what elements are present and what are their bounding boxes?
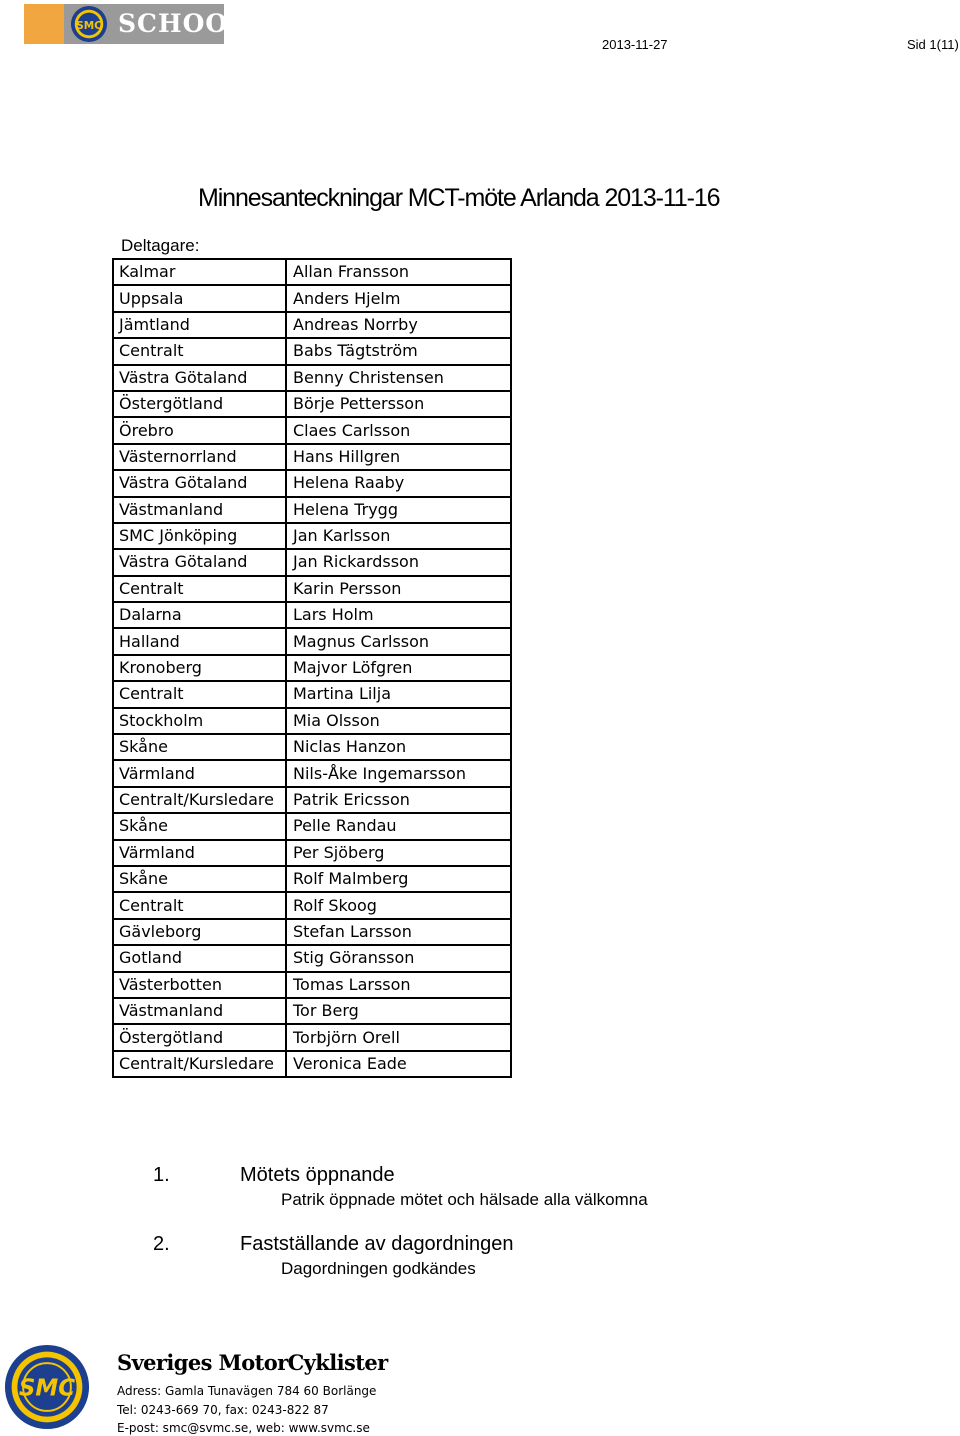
table-row xyxy=(113,549,511,575)
participant-name: Per Sjöberg xyxy=(286,840,511,866)
header-date: 2013-11-27 xyxy=(602,37,668,52)
table-row xyxy=(113,655,511,681)
agenda-item-number: 2. xyxy=(153,1233,170,1255)
table-row xyxy=(113,417,511,443)
participant-name: Babs Tägtström xyxy=(286,338,511,364)
table-row xyxy=(113,972,511,998)
participant-name: Martina Lilja xyxy=(286,681,511,707)
participant-region: Centralt xyxy=(113,338,286,364)
participant-name: Anders Hjelm xyxy=(286,285,511,311)
table-row xyxy=(113,523,511,549)
table-row xyxy=(113,708,511,734)
participant-region: Västra Götaland xyxy=(113,365,286,391)
table-row xyxy=(113,391,511,417)
smc-emblem-icon xyxy=(70,5,108,43)
participant-region: Kronoberg xyxy=(113,655,286,681)
table-row xyxy=(113,576,511,602)
participant-name: Claes Carlsson xyxy=(286,417,511,443)
agenda-item-body: Patrik öppnade mötet och hälsade alla välkomna xyxy=(281,1190,648,1209)
participant-region: Centralt/Kursledare xyxy=(113,1051,286,1077)
participant-name: Pelle Randau xyxy=(286,813,511,839)
participant-region: Östergötland xyxy=(113,391,286,417)
smc-footer-emblem-icon xyxy=(4,1344,90,1430)
participant-name: Hans Hillgren xyxy=(286,444,511,470)
agenda-item-number: 1. xyxy=(153,1164,170,1186)
participant-region: Västra Götaland xyxy=(113,470,286,496)
participant-region: Halland xyxy=(113,628,286,654)
agenda-item-title: Fastställande av dagordningen xyxy=(240,1233,514,1255)
table-row xyxy=(113,760,511,786)
participant-region: Kalmar xyxy=(113,259,286,285)
participant-region: Stockholm xyxy=(113,708,286,734)
table-row xyxy=(113,998,511,1024)
table-row xyxy=(113,1051,511,1077)
participant-region: Skåne xyxy=(113,866,286,892)
participant-region: Västra Götaland xyxy=(113,549,286,575)
participant-region: Värmland xyxy=(113,840,286,866)
participant-region: Västmanland xyxy=(113,998,286,1024)
participant-name: Mia Olsson xyxy=(286,708,511,734)
participant-name: Helena Trygg xyxy=(286,497,511,523)
table-row xyxy=(113,628,511,654)
table-row xyxy=(113,365,511,391)
participant-name: Torbjörn Orell xyxy=(286,1024,511,1050)
table-row xyxy=(113,813,511,839)
participant-name: Rolf Skoog xyxy=(286,892,511,918)
emblem-text: SMC xyxy=(76,19,102,32)
participant-region: Uppsala xyxy=(113,285,286,311)
participant-name: Rolf Malmberg xyxy=(286,866,511,892)
agenda-item-title: Mötets öppnande xyxy=(240,1164,395,1186)
participant-region: Centralt/Kursledare xyxy=(113,787,286,813)
footer-phone: Tel: 0243-669 70, fax: 0243-822 87 xyxy=(117,1403,329,1417)
table-row xyxy=(113,787,511,813)
participant-region: Skåne xyxy=(113,734,286,760)
school-logo xyxy=(24,4,247,44)
table-row xyxy=(113,470,511,496)
participant-region: Västernorrland xyxy=(113,444,286,470)
table-row xyxy=(113,945,511,971)
participant-name: Tor Berg xyxy=(286,998,511,1024)
participant-region: Västerbotten xyxy=(113,972,286,998)
participant-region: Skåne xyxy=(113,813,286,839)
participant-name: Veronica Eade xyxy=(286,1051,511,1077)
table-row xyxy=(113,338,511,364)
table-row xyxy=(113,919,511,945)
participants-table-body xyxy=(113,259,511,1077)
participant-name: Benny Christensen xyxy=(286,365,511,391)
participant-region: Dalarna xyxy=(113,602,286,628)
table-row xyxy=(113,285,511,311)
participant-region: Östergötland xyxy=(113,1024,286,1050)
participant-region: Jämtland xyxy=(113,312,286,338)
participant-name: Jan Rickardsson xyxy=(286,549,511,575)
footer-email: E-post: smc@svmc.se, web: www.svmc.se xyxy=(117,1421,370,1435)
participants-table xyxy=(112,258,512,1078)
participant-name: Niclas Hanzon xyxy=(286,734,511,760)
table-row xyxy=(113,444,511,470)
participant-name: Helena Raaby xyxy=(286,470,511,496)
table-row xyxy=(113,312,511,338)
participant-region: Centralt xyxy=(113,576,286,602)
footer-org-name: Sveriges MotorCyklister xyxy=(117,1350,388,1375)
participant-region: Gotland xyxy=(113,945,286,971)
participant-name: Tomas Larsson xyxy=(286,972,511,998)
participant-region: Centralt xyxy=(113,681,286,707)
participant-name: Stefan Larsson xyxy=(286,919,511,945)
page-number: Sid 1(11) xyxy=(907,37,959,52)
svg-text:SMC: SMC xyxy=(18,1375,76,1402)
participant-name: Patrik Ericsson xyxy=(286,787,511,813)
participant-name: Andreas Norrby xyxy=(286,312,511,338)
table-row xyxy=(113,892,511,918)
table-row xyxy=(113,840,511,866)
participant-region: Örebro xyxy=(113,417,286,443)
logo-text: SCHOOL xyxy=(118,9,247,38)
participants-label: Deltagare: xyxy=(121,236,200,255)
document-title: Minnesanteckningar MCT-möte Arlanda 2013-11-16 xyxy=(198,184,720,212)
participant-name: Majvor Löfgren xyxy=(286,655,511,681)
participant-name: Lars Holm xyxy=(286,602,511,628)
participant-region: Centralt xyxy=(113,892,286,918)
participant-name: Allan Fransson xyxy=(286,259,511,285)
table-row xyxy=(113,866,511,892)
participant-name: Magnus Carlsson xyxy=(286,628,511,654)
participant-region: SMC Jönköping xyxy=(113,523,286,549)
table-row xyxy=(113,497,511,523)
participant-region: Gävleborg xyxy=(113,919,286,945)
participant-region: Västmanland xyxy=(113,497,286,523)
agenda-item-body: Dagordningen godkändes xyxy=(281,1259,476,1278)
table-row xyxy=(113,259,511,285)
participant-name: Nils-Åke Ingemarsson xyxy=(286,760,511,786)
participant-name: Börje Pettersson xyxy=(286,391,511,417)
participant-name: Jan Karlsson xyxy=(286,523,511,549)
table-row xyxy=(113,602,511,628)
table-row xyxy=(113,681,511,707)
logo-orange-block xyxy=(24,4,64,44)
participant-region: Värmland xyxy=(113,760,286,786)
table-row xyxy=(113,1024,511,1050)
footer-address: Adress: Gamla Tunavägen 784 60 Borlänge xyxy=(117,1384,377,1398)
participant-name: Stig Göransson xyxy=(286,945,511,971)
table-row xyxy=(113,734,511,760)
participant-name: Karin Persson xyxy=(286,576,511,602)
